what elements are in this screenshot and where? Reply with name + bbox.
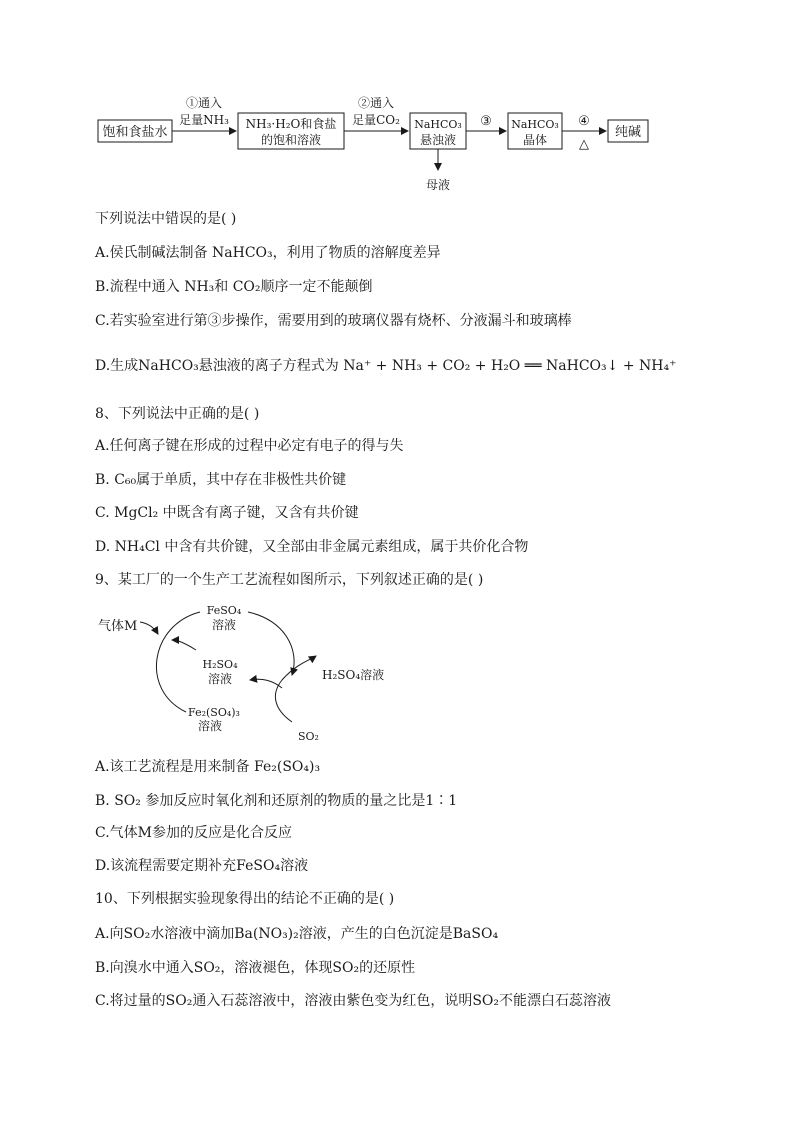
heat-symbol: △ <box>579 137 589 152</box>
q10-option-a[interactable]: A.向SO₂水溶液中滴加Ba(NO₃)₂溶液，产生的白色沉淀是BaSO₄ <box>95 926 499 942</box>
box-nahco3-crystal-line2: 晶体 <box>522 133 548 147</box>
q8-option-a[interactable]: A.任何离子键在形成的过程中必定有电子的得与失 <box>95 438 404 454</box>
q10-option-b[interactable]: B.向溴水中通入SO₂，溶液褪色，体现SO₂的还原性 <box>95 960 416 976</box>
mother-liquor-label: 母液 <box>425 178 451 192</box>
cycle-left-arc <box>156 612 200 712</box>
gas-m-arrow <box>140 622 158 634</box>
box-soda-ash-label: 纯碱 <box>614 125 642 140</box>
q10-stem: 10、下列根据实验现象得出的结论不正确的是( ) <box>95 891 395 907</box>
q7-option-c[interactable]: C.若实验室进行第③步操作，需要用到的玻璃仪器有烧杯、分液漏斗和玻璃棒 <box>95 313 572 329</box>
q7-option-d[interactable]: D.生成NaHCO₃悬浊液的离子方程式为 Na⁺ + NH₃ + CO₂ + H₂O ══ NaHCO₃↓ + NH₄⁺ <box>95 358 677 374</box>
gas-m-label: 气体M <box>98 619 138 634</box>
q7-stem: 下列说法中错误的是( ) <box>95 211 237 227</box>
so2-label: SO₂ <box>298 730 319 743</box>
q8-option-d[interactable]: D. NH₄Cl 中含有共价键，又全部由非金属元素组成，属于共价化合物 <box>95 539 529 555</box>
feso4-label: FeSO₄ <box>206 604 242 617</box>
step2-label-top: ②通入 <box>357 96 395 110</box>
q9-option-d[interactable]: D.该流程需要定期补充FeSO₄溶液 <box>95 858 309 874</box>
box-saturated-brine-label: 饱和食盐水 <box>102 125 168 140</box>
q7-option-a[interactable]: A.侯氏制碱法制备 NaHCO₃，利用了物质的溶解度差异 <box>95 245 441 261</box>
q9-option-a[interactable]: A.该工艺流程是用来制备 Fe₂(SO₄)₃ <box>95 759 321 775</box>
q8-option-b[interactable]: B. C₆₀属于单质，其中存在非极性共价键 <box>95 472 347 488</box>
q8-option-c[interactable]: C. MgCl₂ 中既含有离子键，又含有共价键 <box>95 505 359 521</box>
h2so4-inner-solution-label: 溶液 <box>207 672 233 686</box>
q7-option-b[interactable]: B.流程中通入 NH₃和 CO₂顺序一定不能颠倒 <box>95 279 373 295</box>
h2so4-inner-label: H₂SO₄ <box>202 658 238 671</box>
step4-label: ④ <box>578 114 590 129</box>
q8-stem: 8、下列说法中正确的是( ) <box>95 406 260 422</box>
box-nahco3-suspension-line1: NaHCO₃ <box>414 118 462 131</box>
q9-option-b[interactable]: B. SO₂ 参加反应时氧化剂和还原剂的物质的量之比是1∶1 <box>95 793 458 809</box>
step1-label-bottom: 足量NH₃ <box>179 113 229 127</box>
step1-label-top: ①通入 <box>185 96 223 110</box>
fe2so43-label: Fe₂(SO₄)₃ <box>188 706 240 719</box>
so2-inlet-curve <box>275 656 316 722</box>
q9-stem: 9、某工厂的一个生产工艺流程如图所示，下列叙述正确的是( ) <box>95 572 484 588</box>
q10-option-c[interactable]: C.将过量的SO₂通入石蕊溶液中，溶液由紫色变为红色，说明SO₂不能漂白石蕊溶液 <box>95 993 612 1009</box>
box-nahco3-suspension-line2: 悬浊液 <box>419 133 457 147</box>
cycle-right-arc <box>248 612 294 675</box>
feso4-solution-label: 溶液 <box>211 618 237 632</box>
step3-label: ③ <box>480 114 492 129</box>
step2-label-bottom: 足量CO₂ <box>352 113 400 127</box>
box-ammonia-brine-line2: 的饱和溶液 <box>260 133 322 147</box>
inner-arc-to-h2so4 <box>172 640 196 650</box>
box-ammonia-brine-line1: NH₃·H₂O和食盐 <box>245 117 337 131</box>
fe2so43-solution-label: 溶液 <box>197 719 223 733</box>
box-nahco3-crystal-line1: NaHCO₃ <box>511 118 559 131</box>
q9-option-c[interactable]: C.气体M参加的反应是化合反应 <box>95 825 292 841</box>
h2so4-output-label: H₂SO₄溶液 <box>322 668 385 682</box>
